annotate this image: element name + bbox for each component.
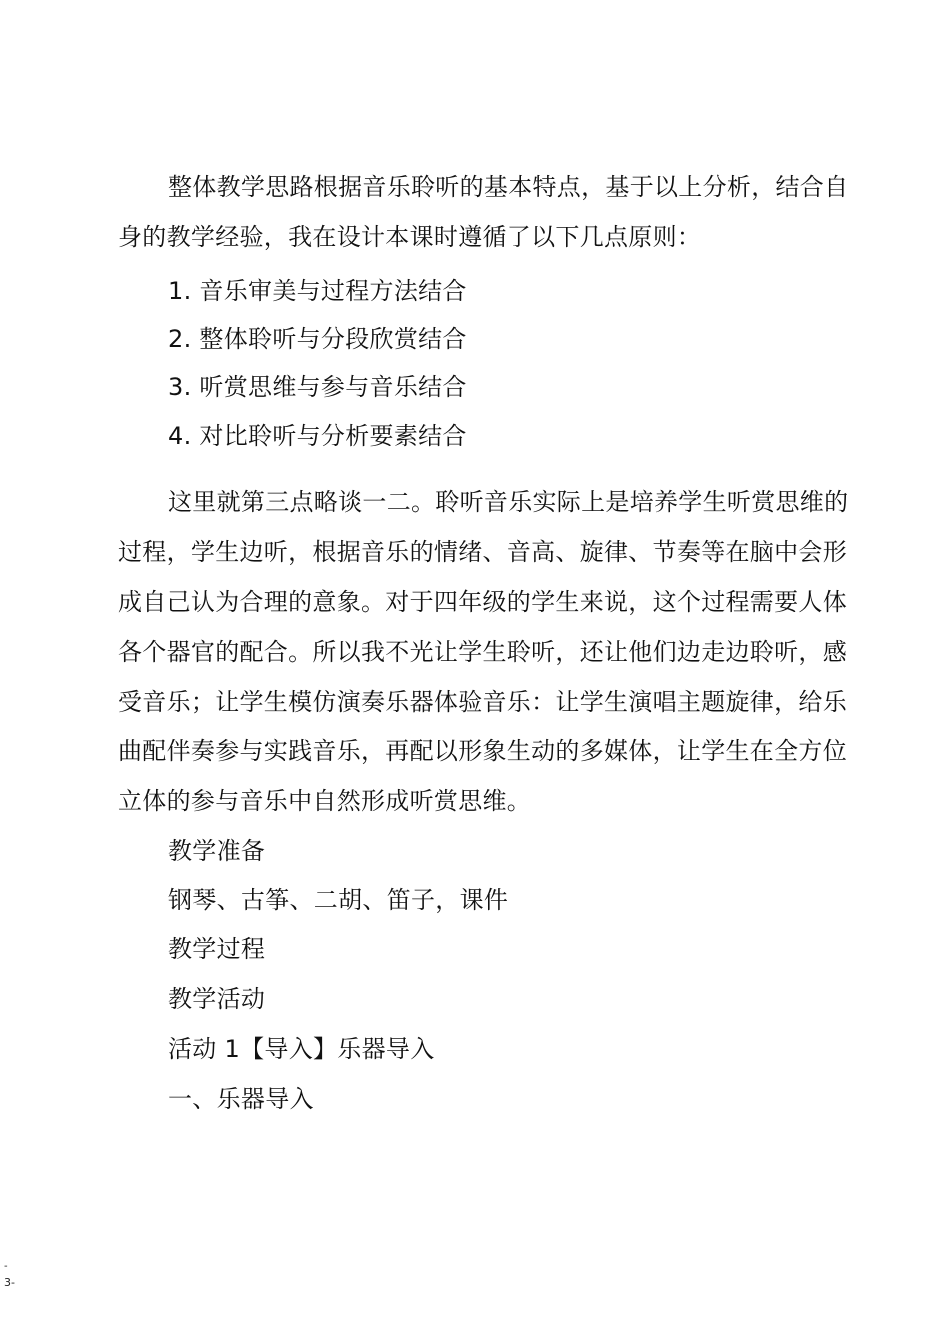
discussion-line-6: 曲配伴奏参与实践音乐，再配以形象生动的多媒体，让学生在全方位	[118, 737, 847, 765]
intro-line-2: 身的教学经验，我在设计本课时遵循了以下几点原则：	[118, 223, 702, 251]
principle-item-4: 4. 对比聆听与分析要素结合	[168, 422, 467, 450]
principle-item-2: 2. 整体聆听与分段欣赏结合	[168, 325, 467, 353]
principle-item-3: 3. 听赏思维与参与音乐结合	[168, 373, 467, 401]
preparation-materials: 钢琴、古筝、二胡、笛子，课件	[168, 886, 509, 914]
discussion-line-4: 各个器官的配合。所以我不光让学生聆听，还让他们边走边聆听，感	[118, 638, 847, 666]
section-heading-process: 教学过程	[168, 935, 266, 963]
activity-1-subtitle: 一、乐器导入	[168, 1085, 314, 1113]
activity-1-title: 活动 1【导入】乐器导入	[168, 1035, 435, 1063]
section-heading-preparation: 教学准备	[168, 837, 266, 865]
discussion-line-5: 受音乐；让学生模仿演奏乐器体验音乐：让学生演唱主题旋律，给乐	[118, 688, 847, 716]
discussion-line-3: 成自己认为合理的意象。对于四年级的学生来说，这个过程需要人体	[118, 588, 847, 616]
discussion-line-2: 过程，学生边听，根据音乐的情绪、音高、旋律、节奏等在脑中会形	[118, 538, 847, 566]
discussion-line-7: 立体的参与音乐中自然形成听赏思维。	[118, 787, 532, 815]
page-number: 3-	[4, 1276, 15, 1289]
section-heading-activities: 教学活动	[168, 985, 266, 1013]
principle-item-1: 1. 音乐审美与过程方法结合	[168, 277, 467, 305]
intro-line-1: 整体教学思路根据音乐聆听的基本特点，基于以上分析，结合自	[168, 173, 849, 201]
discussion-line-1: 这里就第三点略谈一二。聆听音乐实际上是培养学生听赏思维的	[168, 488, 849, 516]
footer-dash: -	[4, 1261, 8, 1272]
